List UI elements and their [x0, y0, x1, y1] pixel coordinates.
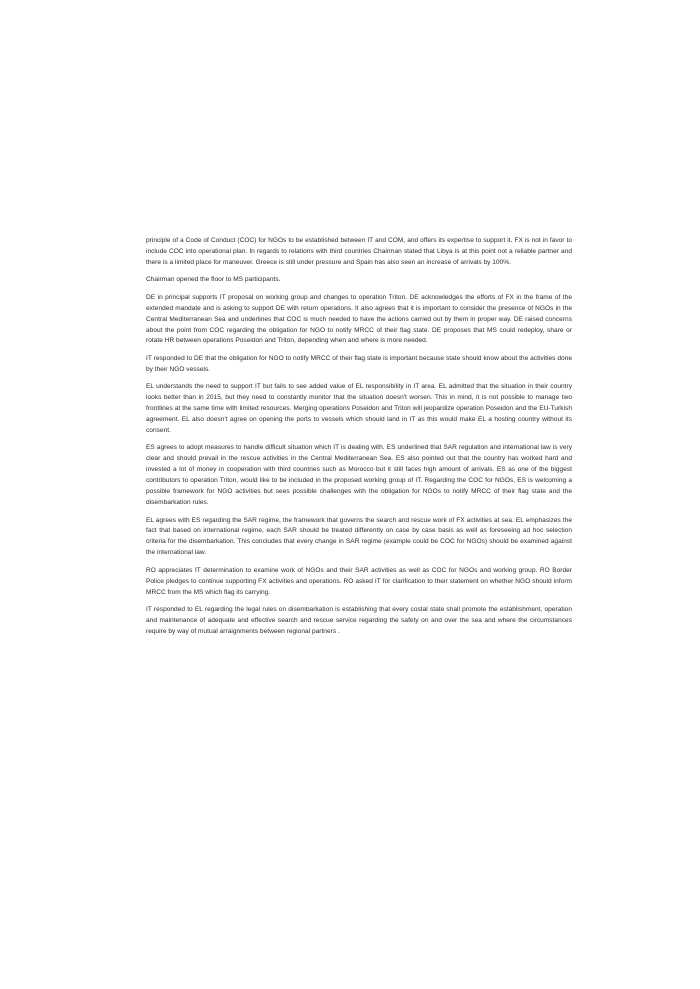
paragraph-el-statement: EL understands the need to support IT but fails to see added value of EL responsibility in IT area. EL admitted that the situation in their country looks better than in 2015, but they need to constantly monitor that the situation doesn't worsen. This in mind, it is not possible to manage two frontlines at the same time with limited resources. Merging operations Poseidon and Triton will jeopardize operation Poseidon and the EU-Turkish agreement. EL also doesn't agree on opening the ports to vessels which should land in IT as this would make EL a hosting country without its consent. — [146, 383, 572, 434]
paragraph-de-statement: DE in principal supports IT proposal on working group and changes to operation Triton. DE acknowledges the efforts of FX in the frame of the extended mandate and is asking to support DE with return operations. It also agrees that it is important to consider the presence of NGOs in the Central Mediterranean Sea and underlines that COC is much needed to have the actions carried out by them in proper way. DE raised concerns about the point from COC regarding the obligation for NGO to notify MRCC of their flag state. DE proposes that MS could redeploy, share or rotate HR between operations Poseidon and Triton, depending when and where is more needed. — [146, 293, 572, 345]
paragraph-it-response-el: IT responded to EL regarding the legal rules on disembarkation is establishing that every costal state shall promote the establishment, operation and maintenance of adequate and effective search and rescue service regarding the safety on and over the sea and where the circumstances require by way of mutual arraignments between regional partners . — [146, 606, 572, 635]
document-body — [146, 236, 572, 644]
paragraph-coc-principle: principle of a Code of Conduct (COC) for NGOs to be established between IT and COM, and offers its expertise to support it. FX is not in favor to include COC into operational plan. In regards to relations with third countries Chairman stated that Libya is at this point not a reliable partner and there is a limited place for maneuver. Greece is still under pressure and Spain has also seen an increase of arrivals by 100%. — [146, 237, 572, 266]
paragraph-es-statement: ES agrees to adopt measures to handle difficult situation which IT is dealing with. ES underlined that SAR regulation and international law is very clear and should prevail in the rescue activities in the Central Mediterranean Sea. ES also pointed out that the country has worked hard and invested a lot of money in cooperation with third countries such as Morocco but it still faces high amount of arrivals. ES as one of the biggest contributors to operation Triton, would like to be included in the proposed working group of IT. Regarding the COC for NGOs, ES is welcoming a possible framework for NGO activities but sees possible challenges with the obligation for NGOs to notify MRCC of their flag state and the disembarkation rules. — [146, 444, 572, 506]
paragraph-el-sar-regime: EL agrees with ES regarding the SAR regime, the framework that governs the search and rescue work of FX activities at sea. EL emphasizes the fact that based on international regime, each SAR should be treated differently on case by case basis as well as foreseeing ad hoc selection criteria for the disembarkation. This concludes that every change in SAR regime (example could be COC for NGOs) should be examined against the international law. — [146, 516, 572, 557]
paragraph-floor-opened: Chairman opened the floor to MS participants. — [146, 276, 281, 284]
paragraph-ro-statement: RO appreciates IT determination to examine work of NGOs and their SAR activities as well as COC for NGOs and working group. RO Border Police pledges to continue supporting FX activities and operations. RO asked IT for clarification to their statement on whether NGO should inform MRCC from the MS which flag its carrying. — [146, 566, 572, 596]
paragraph-it-response-de: IT responded to DE that the obligation for NGO to notify MRCC of their flag state is important because state should know about the activities done by their NGO vessels. — [146, 354, 572, 373]
